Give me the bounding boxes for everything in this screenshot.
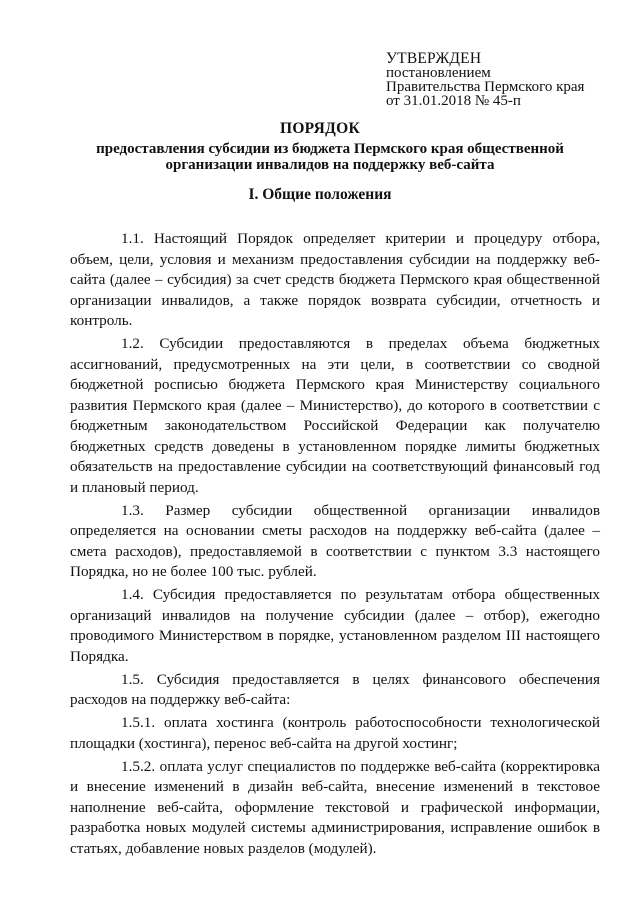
paragraph-1-4: 1.4. Субсидия предоставляется по результатам отбора общественных организаций инвалидов на получение субсидии (далее – отбор), ежегодно проводимого Министерством в порядке, установленном разделом III настоящего Порядка.	[70, 586, 600, 665]
paragraph-1-5-2: 1.5.2. оплата услуг специалистов по поддержке веб-сайта (корректировка и внесение изменений в дизайн веб-сайта, внесение изменений в текстовое наполнение веб-сайта, оформление текстовой и графической информации, разработка новых модулей системы администрирования, исправление ошибок в статьях, добавление новых разделов (модулей).	[70, 757, 600, 857]
approval-line-resolution: постановлением	[386, 65, 491, 81]
document-title: ПОРЯДОК	[279, 120, 361, 137]
paragraph-1-5: 1.5. Субсидия предоставляется в целях финансового обеспечения расходов на поддержку веб-сайта:	[70, 670, 600, 708]
document-body	[70, 229, 600, 862]
section-heading: I. Общие положения	[248, 186, 392, 203]
approval-line-government: Правительства Пермского края	[386, 79, 585, 95]
paragraph-1-1: 1.1. Настоящий Порядок определяет критерии и процедуру отбора, объем, цели, условия и механизм предоставления субсидии на поддержку веб-сайта (далее – субсидия) за счет средств бюджета Пермского края общественной организации инвалидов, а также порядок возврата субсидии, отчетность и контроль.	[70, 230, 600, 329]
approval-line-date-number: от 31.01.2018 № 45-п	[386, 93, 521, 109]
paragraph-1-3: 1.3. Размер субсидии общественной организации инвалидов определяется на основании сметы расходов на поддержку веб-сайта (далее – смета расходов), предоставляемой в соответствии с пунктом 3.3 настоящего Порядка, но не более 100 тыс. рублей.	[70, 501, 600, 580]
paragraph-1-2: 1.2. Субсидии предоставляются в пределах объема бюджетных ассигнований, предусмотренных на эти цели, в соответствии со сводной бюджетной росписью бюджета Пермского края Министерству социального развития Пермского края (далее – Министерство), до которого в соответствии с бюджетным законодательством Российской Федерации как получателю бюджетных средств доведены в установленном порядке лимиты бюджетных обязательств на предоставление субсидии на соответствующий финансовый год и плановый период.	[70, 335, 600, 496]
approval-line-approved: УТВЕРЖДЕН	[386, 50, 482, 67]
paragraph-1-5-1: 1.5.1. оплата хостинга (контроль работоспособности технологической площадки (хостинга), перенос веб-сайта на другой хостинг;	[70, 714, 600, 752]
approval-stamp	[386, 52, 626, 108]
document-subtitle: предоставления субсидии из бюджета Пермского края общественной организации инвалидов на поддержку веб-сайта	[96, 141, 564, 173]
